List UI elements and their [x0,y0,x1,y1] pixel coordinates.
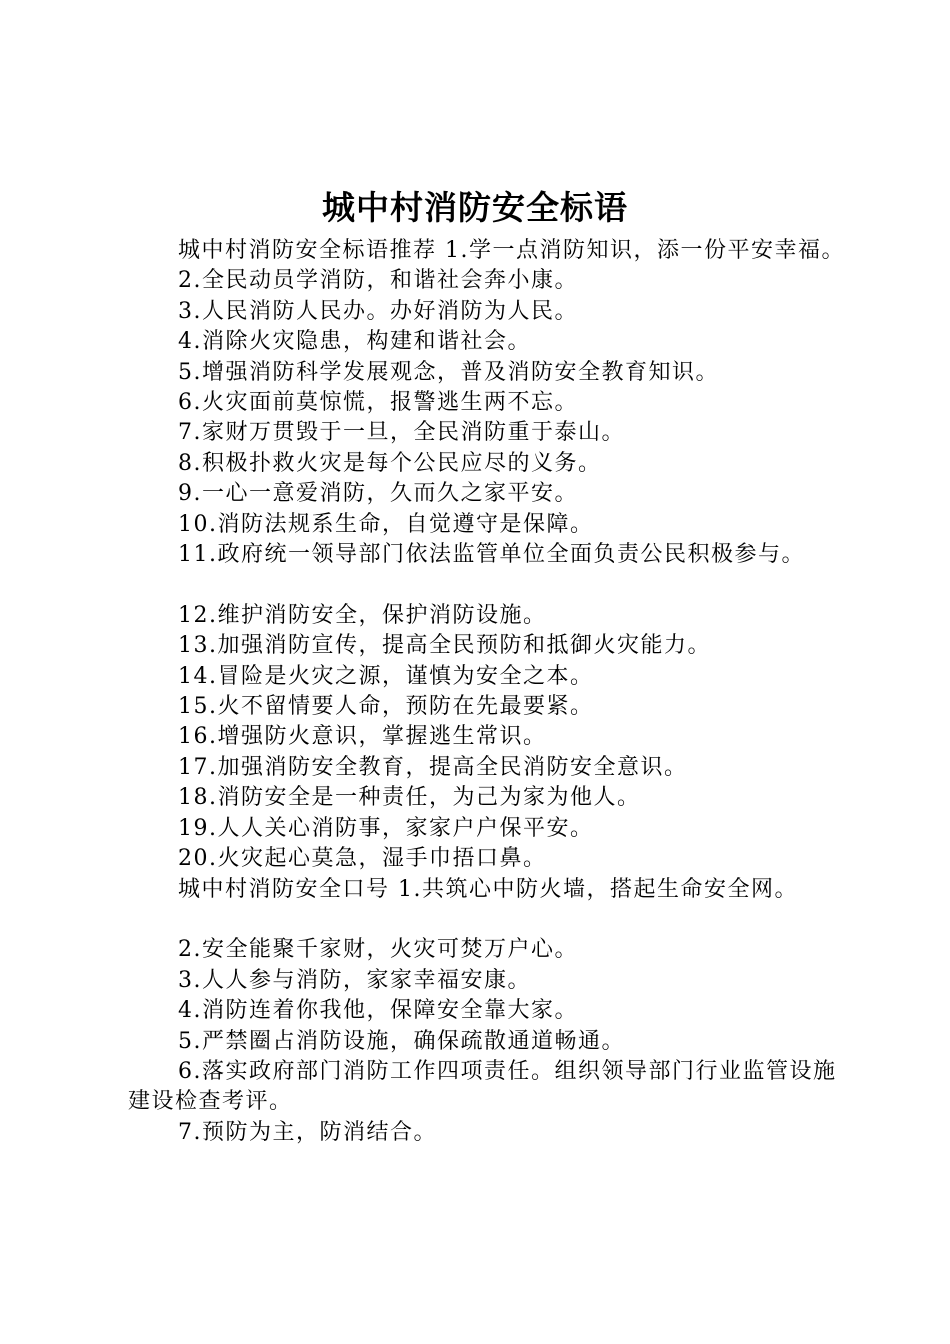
slogan-paragraph: 2.全民动员学消防，和谐社会奔小康。 [178,268,578,294]
slogan-paragraph: 11.政府统一领导部门依法监管单位全面负责公民积极参与。 [178,542,805,568]
slogan-paragraph: 12.维护消防安全，保护消防设施。 [178,602,547,628]
slogan-paragraph: 5.严禁圈占消防设施，确保疏散通道畅通。 [178,1028,625,1054]
slogan-paragraph: 8.积极扑救火灾是每个公民应尽的义务。 [178,450,602,476]
slogan-paragraph: 18.消防安全是一种责任，为己为家为他人。 [178,785,641,811]
slogan-paragraph: 14.冒险是火灾之源，谨慎为安全之本。 [178,663,594,689]
blank-line [128,905,848,935]
blank-line [128,570,848,600]
slogan-paragraph: 3.人人参与消防，家家幸福安康。 [178,967,531,993]
slogan-paragraph: 16.增强防火意识，掌握逃生常识。 [178,724,547,750]
slogan-paragraph: 3.人民消防人民办。办好消防为人民。 [178,298,578,324]
slogan-paragraph: 城中村消防安全口号 1.共筑心中防火墙，搭起生命安全网。 [178,876,798,902]
slogan-paragraph: 4.消除火灾隐患，构建和谐社会。 [178,329,531,355]
slogan-paragraph: 6.落实政府部门消防工作四项责任。组织领导部门行业监管设施建设检查考评。 [128,1058,837,1115]
slogan-paragraph: 城中村消防安全标语推荐 1.学一点消防知识，添一份平安幸福。 [178,238,845,263]
slogan-paragraph: 5.增强消防科学发展观念，普及消防安全教育知识。 [178,359,719,385]
slogan-paragraph: 9.一心一意爱消防，久而久之家平安。 [178,481,578,507]
slogan-paragraph: 7.预防为主，防消结合。 [178,1119,437,1145]
slogan-paragraph: 17.加强消防安全教育，提高全民消防安全意识。 [178,754,688,780]
document-title: 城中村消防安全标语 [322,188,628,227]
slogan-paragraph: 19.人人关心消防事，家家户户保平安。 [178,815,594,841]
slogan-paragraph: 7.家财万贯毁于一旦，全民消防重于泰山。 [178,420,625,446]
slogan-paragraph: 13.加强消防宣传，提高全民预防和抵御火灾能力。 [178,633,711,659]
slogan-paragraph: 2.安全能聚千家财，火灾可焚万户心。 [178,937,578,963]
slogan-paragraph: 15.火不留情要人命，预防在先最要紧。 [178,694,594,720]
document-body [128,236,848,1148]
slogan-paragraph: 20.火灾起心莫急，湿手巾捂口鼻。 [178,846,547,872]
slogan-paragraph: 6.火灾面前莫惊慌，报警逃生两不忘。 [178,390,578,416]
slogan-paragraph: 4.消防连着你我他，保障安全靠大家。 [178,998,578,1024]
slogan-paragraph: 10.消防法规系生命，自觉遵守是保障。 [178,511,594,537]
